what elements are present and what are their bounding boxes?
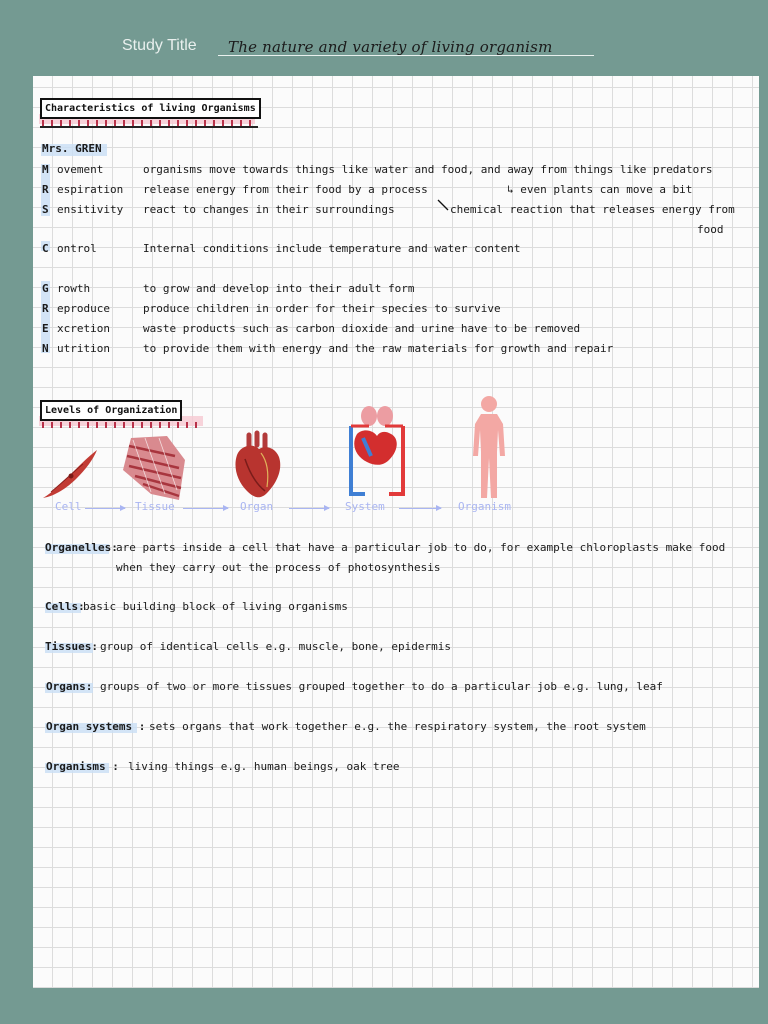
level-label-tissue: Tissue xyxy=(135,500,175,513)
row-letter: C xyxy=(42,242,49,255)
study-title-label: Study Title xyxy=(122,37,197,54)
level-arrow xyxy=(183,508,228,509)
row-term: ovement xyxy=(57,163,104,176)
row-description: release energy from their food by a process xyxy=(143,183,428,196)
row-letter: E xyxy=(42,322,49,335)
row-letter: G xyxy=(42,282,49,295)
definition-text-cont: when they carry out the process of photosynthesis xyxy=(116,561,441,574)
level-arrow xyxy=(85,508,125,509)
row-letter: M xyxy=(42,163,49,176)
row-term: ontrol xyxy=(57,242,97,255)
characteristics-ruler-line xyxy=(40,126,258,128)
characteristics-heading: Characteristics of living Organisms xyxy=(40,98,261,119)
level-label-cell: Cell xyxy=(55,500,82,513)
circulatory-system-icon xyxy=(345,404,409,500)
plants-note: ↳ even plants can move a bit xyxy=(507,183,693,196)
chemical-note-cont: food xyxy=(697,223,724,236)
note-paper xyxy=(33,76,759,988)
level-arrow xyxy=(399,508,441,509)
row-term: xcretion xyxy=(57,322,110,335)
muscle-cell-icon xyxy=(41,448,99,502)
human-body-icon xyxy=(469,394,509,502)
row-term: utrition xyxy=(57,342,110,355)
row-description: to grow and develop into their adult form xyxy=(143,282,415,295)
row-description: waste products such as carbon dioxide and urine have to be removed xyxy=(143,322,581,335)
level-label-system: System xyxy=(345,500,385,513)
definition-term: Organelles: xyxy=(45,541,118,554)
definition-text: groups of two or more tissues grouped together to do a particular job e.g. lung, leaf xyxy=(100,680,663,693)
definition-term: Tissues: xyxy=(45,640,98,653)
muscle-tissue-icon xyxy=(121,434,187,502)
study-title-value: The nature and variety of living organism xyxy=(228,38,553,56)
level-arrow xyxy=(289,508,329,509)
definition-text: basic building block of living organisms xyxy=(83,600,348,613)
definition-term: Cells: xyxy=(45,600,85,613)
row-term: eproduce xyxy=(57,302,110,315)
row-letter: S xyxy=(42,203,49,216)
level-label-organism: Organism xyxy=(458,500,511,513)
row-letter: R xyxy=(42,183,49,196)
mnemonic-title: Mrs. GREN xyxy=(42,142,102,155)
definition-term: Organ systems : xyxy=(46,720,146,733)
definition-text: group of identical cells e.g. muscle, bone, epidermis xyxy=(100,640,451,653)
row-description: organisms move towards things like water and food, and away from things like predators xyxy=(143,163,713,176)
characteristics-ruler xyxy=(42,120,258,126)
definition-term: Organs: xyxy=(46,680,93,693)
row-term: rowth xyxy=(57,282,91,295)
row-description: Internal conditions include temperature and water content xyxy=(143,242,521,255)
row-letter: N xyxy=(42,342,49,355)
chemical-note: chemical reaction that releases energy from xyxy=(450,203,735,216)
level-label-organ: Organ xyxy=(240,500,274,513)
row-term: espiration xyxy=(57,183,124,196)
row-letter: R xyxy=(42,302,49,315)
levels-heading: Levels of Organization xyxy=(40,400,182,421)
row-description: react to changes in their surroundings xyxy=(143,203,395,216)
row-description: produce children in order for their species to survive xyxy=(143,302,501,315)
levels-ruler xyxy=(42,422,202,428)
row-description: to provide them with energy and the raw materials for growth and repair xyxy=(143,342,614,355)
definition-term: Organisms : xyxy=(46,760,119,773)
definition-text: are parts inside a cell that have a particular job to do, for example chloroplasts make food xyxy=(116,541,726,554)
definition-text: living things e.g. human beings, oak tree xyxy=(128,760,400,773)
connector-line-icon xyxy=(436,198,450,212)
definition-text: sets organs that work together e.g. the respiratory system, the root system xyxy=(149,720,646,733)
heart-icon xyxy=(231,429,285,501)
row-term: ensitivity xyxy=(57,203,124,216)
